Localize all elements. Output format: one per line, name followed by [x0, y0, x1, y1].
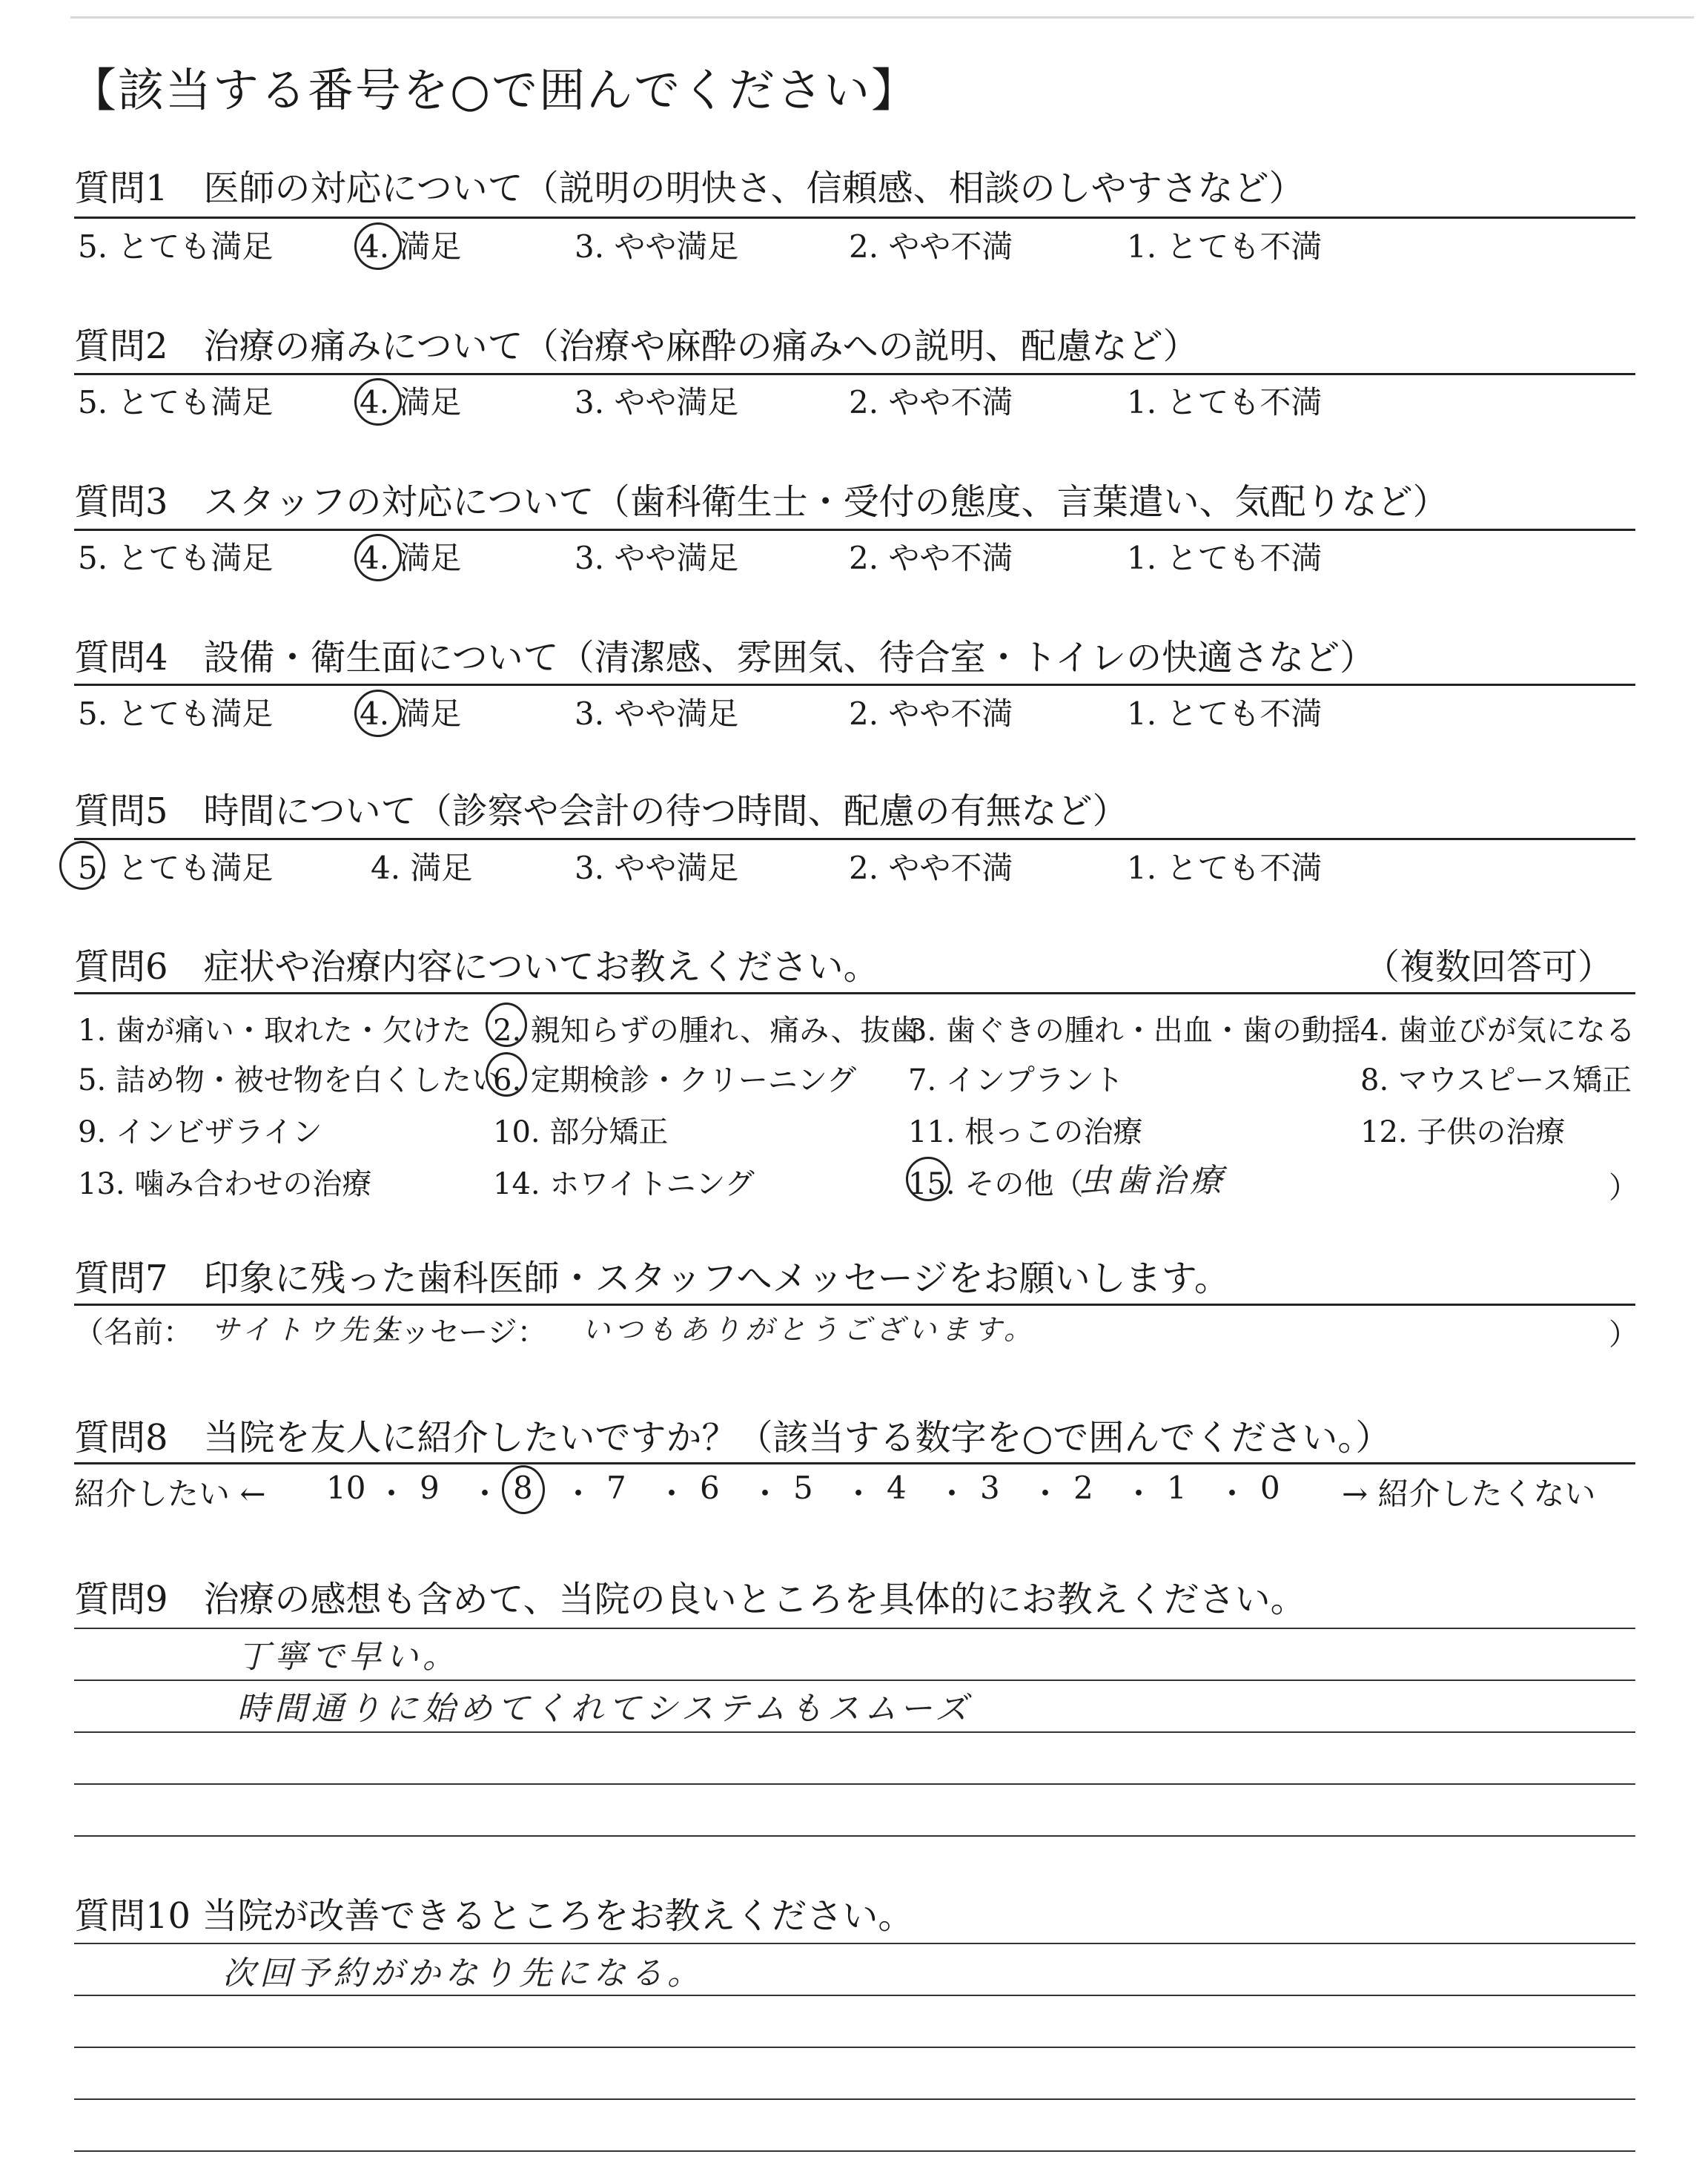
question-8-rule	[74, 1462, 1635, 1464]
q3-option-5[interactable]: 5. とても満足	[78, 540, 274, 576]
q3-selection-circle	[354, 534, 402, 581]
q2-option-5[interactable]: 5. とても満足	[78, 384, 274, 420]
q1-option-1[interactable]: 1. とても不満	[1127, 228, 1323, 265]
q6-option-11[interactable]: 11. 根っこの治療	[908, 1115, 1143, 1149]
question-7-rule	[74, 1304, 1635, 1306]
q4-option-5[interactable]: 5. とても満足	[78, 696, 274, 732]
q4-option-4[interactable]: 4. 満足	[360, 696, 462, 732]
q8-scale-value-8[interactable]: 8	[513, 1470, 533, 1506]
q1-option-5[interactable]: 5. とても満足	[78, 228, 274, 265]
q3-option-2[interactable]: 2. やや不満	[849, 540, 1013, 576]
q8-selection-circle	[502, 1465, 545, 1514]
q1-option-3[interactable]: 3. やや満足	[575, 228, 739, 265]
q10-line-4	[74, 2098, 1635, 2100]
q6-option-3[interactable]: 3. 歯ぐきの腫れ・出血・歯の動揺	[908, 1014, 1361, 1048]
q8-scale-value-3[interactable]: 3	[980, 1470, 1000, 1506]
q4-option-2[interactable]: 2. やや不満	[849, 696, 1013, 732]
q2-option-2[interactable]: 2. やや不満	[849, 384, 1013, 420]
q8-scale-value-10[interactable]: 10	[326, 1470, 366, 1506]
q10-line-2	[74, 1995, 1635, 1996]
q1-option-2[interactable]: 2. やや不満	[849, 228, 1013, 265]
q6-option-2[interactable]: 2. 親知らずの腫れ、痛み、抜歯	[493, 1014, 920, 1048]
question-10-title: 質問10 当院が改善できるところをお教えください。	[74, 1895, 914, 1937]
question-6-rule	[74, 992, 1635, 994]
q4-option-1[interactable]: 1. とても不満	[1127, 696, 1323, 732]
q5-selection-circle	[59, 841, 105, 890]
q3-option-4[interactable]: 4. 満足	[360, 540, 462, 576]
q8-scale-value-9[interactable]: 9	[420, 1470, 440, 1506]
q8-scale-value-6[interactable]: 6	[700, 1470, 720, 1506]
q8-scale-separator: ・	[1123, 1476, 1155, 1512]
q4-selection-circle	[354, 690, 402, 737]
top-rule	[70, 16, 1694, 19]
q6-option-1[interactable]: 1. 歯が痛い・取れた・欠けた	[78, 1014, 471, 1048]
q9-answer-line-1: 丁寧で早い。	[237, 1638, 460, 1676]
q9-line-1	[74, 1628, 1635, 1629]
question-1-rule	[74, 217, 1635, 219]
q7-name-answer: サイトウ先生	[211, 1313, 406, 1346]
question-6-title: 質問6 症状や治療内容についてお教えください。	[74, 946, 879, 988]
q6-option-15[interactable]: 15. その他（	[908, 1167, 1084, 1201]
q1-selection-circle	[354, 222, 402, 270]
form-header: 【該当する番号を○で囲んでください】	[70, 63, 919, 117]
q6-option-9[interactable]: 9. インビザライン	[78, 1115, 322, 1149]
question-9-title: 質問9 治療の感想も含めて、当院の良いところを具体的にお教えください。	[74, 1579, 1306, 1620]
q9-answer-line-2: 時間通りに始めてくれてシステムもスムーズ	[237, 1690, 973, 1728]
q8-scale-value-7[interactable]: 7	[606, 1470, 626, 1506]
q8-scale-separator: ・	[1030, 1476, 1062, 1512]
q7-close-paren: ）	[1609, 1318, 1638, 1352]
q6-option-12[interactable]: 12. 子供の治療	[1360, 1115, 1566, 1149]
q2-option-3[interactable]: 3. やや満足	[575, 384, 739, 420]
q2-option-4[interactable]: 4. 満足	[360, 384, 462, 420]
q6-option-14[interactable]: 14. ホワイトニング	[493, 1167, 755, 1201]
q9-line-2	[74, 1680, 1635, 1681]
q6-other-answer: 虫歯治療	[1079, 1162, 1227, 1200]
q5-option-3[interactable]: 3. やや満足	[575, 850, 739, 886]
q5-option-4[interactable]: 4. 満足	[371, 850, 473, 886]
q6-option-6[interactable]: 6. 定期検診・クリーニング	[493, 1063, 857, 1097]
question-3-rule	[74, 529, 1635, 531]
q8-right-label: → 紹介したくない	[1342, 1476, 1596, 1512]
q8-scale-separator: ・	[936, 1476, 968, 1512]
q6-circle-15	[906, 1157, 950, 1201]
q8-scale-value-0[interactable]: 0	[1260, 1470, 1280, 1506]
q6-option-13[interactable]: 13. 噛み合わせの治療	[78, 1167, 372, 1201]
q8-scale-separator: ・	[843, 1476, 875, 1512]
q4-option-3[interactable]: 3. やや満足	[575, 696, 739, 732]
q6-option-10[interactable]: 10. 部分矯正	[493, 1115, 669, 1149]
q2-selection-circle	[354, 378, 402, 426]
q8-left-label: 紹介したい ←	[74, 1476, 266, 1512]
q6-circle-6	[486, 1052, 527, 1097]
question-4-title: 質問4 設備・衛生面について（清潔感、雰囲気、待合室・トイレの快適さなど）	[74, 637, 1376, 678]
question-1-title: 質問1 医師の対応について（説明の明快さ、信頼感、相談のしやすさなど）	[74, 168, 1305, 209]
q10-line-5	[74, 2150, 1635, 2152]
q2-option-1[interactable]: 1. とても不満	[1127, 384, 1323, 420]
question-3-title: 質問3 スタッフの対応について（歯科衛生士・受付の態度、言葉遣い、気配りなど）	[74, 481, 1449, 523]
question-6-note: （複数回答可）	[1364, 946, 1614, 988]
q5-option-5[interactable]: 5. とても満足	[78, 850, 274, 886]
q6-option-5[interactable]: 5. 詰め物・被せ物を白くしたい	[78, 1063, 501, 1097]
q8-scale-value-1[interactable]: 1	[1167, 1470, 1187, 1506]
q6-circle-2	[486, 1003, 527, 1047]
q3-option-1[interactable]: 1. とても不満	[1127, 540, 1323, 576]
q8-scale-separator: ・	[376, 1476, 408, 1512]
question-5-title: 質問5 時間について（診察や会計の待つ時間、配慮の有無など）	[74, 790, 1128, 832]
question-5-rule	[74, 838, 1635, 840]
q8-scale-value-2[interactable]: 2	[1073, 1470, 1093, 1506]
q9-line-3	[74, 1731, 1635, 1733]
q6-option-4[interactable]: 4. 歯並びが気になる	[1360, 1014, 1635, 1048]
question-7-title: 質問7 印象に残った歯科医師・スタッフへメッセージをお願いします。	[74, 1258, 1230, 1299]
q9-line-4	[74, 1783, 1635, 1785]
q5-option-1[interactable]: 1. とても不満	[1127, 850, 1323, 886]
q8-scale-value-5[interactable]: 5	[793, 1470, 813, 1506]
q7-message-label: メッセージ：	[371, 1315, 547, 1350]
q1-option-4[interactable]: 4. 満足	[360, 228, 462, 265]
q6-other-close-paren: ）	[1609, 1171, 1638, 1205]
q7-message-answer: いつもありがとうございます。	[582, 1313, 1036, 1346]
q9-line-5	[74, 1835, 1635, 1837]
q8-scale-value-4[interactable]: 4	[887, 1470, 907, 1506]
q8-scale-separator: ・	[656, 1476, 688, 1512]
q8-scale-separator: ・	[563, 1476, 595, 1512]
q6-option-8[interactable]: 8. マウスピース矯正	[1360, 1063, 1632, 1097]
q10-answer-line-1: 次回予約がかなり先になる。	[222, 1955, 704, 1992]
q8-scale-separator: ・	[1217, 1476, 1248, 1512]
question-2-rule	[74, 373, 1635, 375]
q8-scale-separator: ・	[469, 1476, 501, 1512]
q3-option-3[interactable]: 3. やや満足	[575, 540, 739, 576]
q10-line-1	[74, 1943, 1635, 1944]
question-8-title: 質問8 当院を友人に紹介したいですか？（該当する数字を○で囲んでください。）	[74, 1417, 1391, 1459]
q8-scale-separator: ・	[749, 1476, 781, 1512]
question-4-rule	[74, 684, 1635, 686]
q6-option-7[interactable]: 7. インプラント	[908, 1063, 1124, 1097]
q7-name-prefix: （名前：	[74, 1315, 193, 1350]
q10-line-3	[74, 2047, 1635, 2048]
q5-option-2[interactable]: 2. やや不満	[849, 850, 1013, 886]
question-2-title: 質問2 治療の痛みについて（治療や麻酔の痛みへの説明、配慮など）	[74, 326, 1199, 367]
